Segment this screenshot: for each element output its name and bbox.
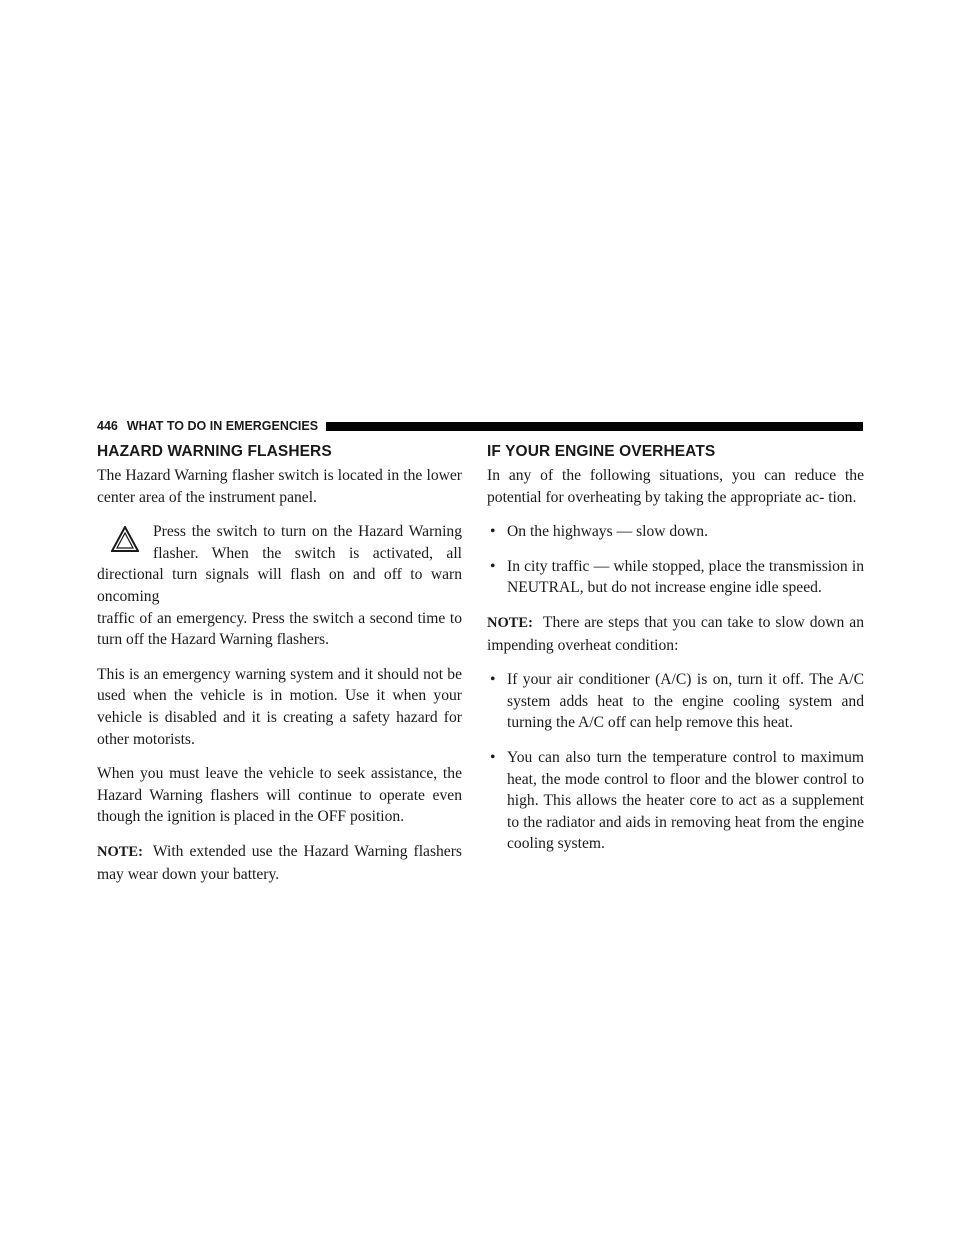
list-item: • You can also turn the temperature control to maximum heat, the mode control to floor and the blower control to high. This allows the heater core to act as a supplement to the radiator and aids in removing heat from the engine cooling system.	[490, 748, 864, 853]
left-column	[97, 443, 462, 898]
list-item: • If your air conditioner (A/C) is on, turn it off. The A/C system adds heat to the engine cooling system and turning the A/C off can help remove this heat.	[490, 671, 864, 732]
hazard-paragraph-2: Press the switch to turn on the Hazard Warning flasher. When the switch is activated, all directional turn signals will flash on and off to warn oncoming	[97, 523, 462, 605]
bullet: •	[490, 671, 496, 689]
bullet: •	[490, 557, 496, 575]
bullet: •	[490, 523, 496, 541]
note-label: NOTE:	[487, 614, 533, 631]
page-header	[97, 418, 863, 434]
hazard-paragraph-2-cont: traffic of an emergency. Press the switch a second time to turn off the Hazard Warning flashers.	[97, 609, 462, 649]
note-text: There are steps that you can take to slow down an impending overheat condition:	[487, 613, 864, 654]
bullet: •	[490, 748, 496, 766]
header-rule	[326, 422, 863, 431]
hazard-paragraph-3: This is an emergency warning system and it should not be used when the vehicle is in motion. Use it when your vehicle is disabled and it is creating a safety hazard for other motorists.	[97, 665, 462, 748]
hazard-note	[97, 841, 462, 885]
section-title: WHAT TO DO IN EMERGENCIES	[126, 419, 319, 433]
warning-triangle-icon	[111, 526, 139, 552]
hazard-heading: HAZARD WARNING FLASHERS	[97, 443, 332, 460]
overheat-list-1	[487, 521, 864, 599]
overheat-intro: In any of the following situations, you can reduce the potential for overheating by taking the appropriate ac- tion.	[487, 467, 864, 506]
hazard-paragraph-4: When you must leave the vehicle to seek assistance, the Hazard Warning flashers will continue to operate even though the ignition is placed in the OFF position.	[97, 765, 462, 826]
note-text: With extended use the Hazard Warning flashers may wear down your battery.	[97, 842, 462, 883]
warning-block	[97, 521, 462, 607]
overheat-list-2	[487, 669, 864, 855]
list-item: • On the highways — slow down.	[487, 521, 864, 543]
note-label: NOTE:	[97, 843, 143, 860]
page-number: 446	[97, 419, 118, 433]
overheat-note	[487, 612, 864, 656]
overheat-heading: IF YOUR ENGINE OVERHEATS	[487, 443, 716, 460]
list-item: • In city traffic — while stopped, place the transmission in NEUTRAL, but do not increase engine idle speed.	[490, 557, 864, 597]
right-column	[487, 443, 864, 868]
hazard-paragraph-1: The Hazard Warning flasher switch is located in the lower center area of the instrument panel.	[97, 467, 462, 506]
